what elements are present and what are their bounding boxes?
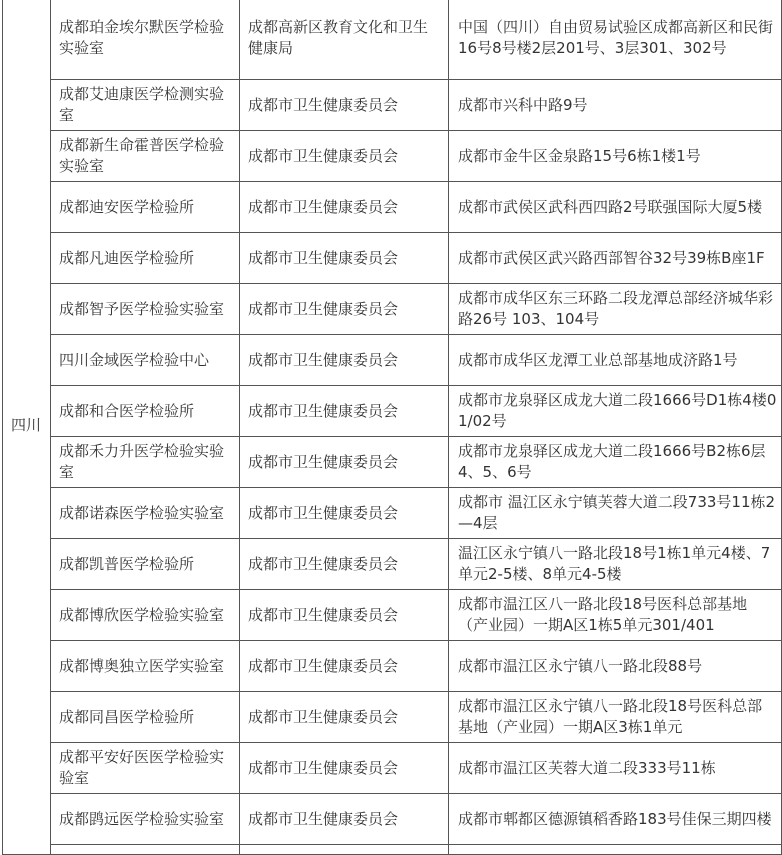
- table-row: [3, 80, 782, 131]
- table-row: [3, 335, 782, 386]
- lab-name-cell: 成都珀金埃尔默医学检验实验室: [51, 0, 240, 80]
- lab-name-cell: 成都智予医学检验实验室: [51, 284, 240, 335]
- authority-cell: 成都市卫生健康委员会: [240, 641, 449, 692]
- lab-name-cell: 成都凯普医学检验所: [51, 539, 240, 590]
- table-row: [3, 284, 782, 335]
- address-cell: [449, 845, 782, 855]
- table-row: [3, 539, 782, 590]
- address-cell: 成都市成华区东三环路二段龙潭总部经济城华彩路26号 103、104号: [449, 284, 782, 335]
- authority-cell: 成都市卫生健康委员会: [240, 743, 449, 794]
- address-cell: 成都市龙泉驿区成龙大道二段1666号B2栋6层4、5、6号: [449, 437, 782, 488]
- table-row: [3, 131, 782, 182]
- lab-name-cell: 成都博欣医学检验实验室: [51, 590, 240, 641]
- address-cell: 成都市温江区芙蓉大道二段333号11栋: [449, 743, 782, 794]
- authority-cell: 成都市卫生健康委员会: [240, 437, 449, 488]
- lab-name-cell: 成都鹍远医学检验实验室: [51, 794, 240, 845]
- address-cell: 中国（四川）自由贸易试验区成都高新区和民街16号8号楼2层201号、3层301、302号: [449, 0, 782, 80]
- authority-cell: 成都市卫生健康委员会: [240, 131, 449, 182]
- address-cell: 成都市龙泉驿区成龙大道二段1666号D1栋4楼01/02号: [449, 386, 782, 437]
- address-cell: 成都市郫都区德源镇稻香路183号佳保三期四楼: [449, 794, 782, 845]
- authority-cell: 成都市卫生健康委员会: [240, 233, 449, 284]
- lab-name-cell: 成都禾力升医学检验实验室: [51, 437, 240, 488]
- table-row: [3, 743, 782, 794]
- lab-name-cell: 成都诺森医学检验实验室: [51, 488, 240, 539]
- authority-cell: [240, 845, 449, 855]
- table-row: [3, 0, 782, 80]
- table-row: [3, 386, 782, 437]
- lab-table: [2, 0, 782, 855]
- lab-name-cell: 成都凡迪医学检验所: [51, 233, 240, 284]
- authority-cell: 成都市卫生健康委员会: [240, 794, 449, 845]
- lab-name-cell: 成都艾迪康医学检测实验室: [51, 80, 240, 131]
- address-cell: 成都市兴科中路9号: [449, 80, 782, 131]
- table-row: [3, 233, 782, 284]
- lab-name-cell: 成都迪安医学检验所: [51, 182, 240, 233]
- address-cell: 温江区永宁镇八一路北段18号1栋1单元4楼、7单元2-5楼、8单元4-5楼: [449, 539, 782, 590]
- address-cell: 成都市成华区龙潭工业总部基地成济路1号: [449, 335, 782, 386]
- table-row: [3, 437, 782, 488]
- address-cell: 成都市金牛区金泉路15号6栋1楼1号: [449, 131, 782, 182]
- lab-name-cell: 成都同昌医学检验所: [51, 692, 240, 743]
- table-row: [3, 641, 782, 692]
- authority-cell: 成都市卫生健康委员会: [240, 80, 449, 131]
- authority-cell: 成都市卫生健康委员会: [240, 284, 449, 335]
- address-cell: 成都市武侯区武科西四路2号联强国际大厦5楼: [449, 182, 782, 233]
- authority-cell: 成都市卫生健康委员会: [240, 386, 449, 437]
- address-cell: 成都市温江区永宁镇八一路北段18号医科总部基地（产业园）一期A区3栋1单元: [449, 692, 782, 743]
- lab-name-cell: 成都博奥独立医学实验室: [51, 641, 240, 692]
- lab-name-cell: [51, 845, 240, 855]
- table-row: [3, 488, 782, 539]
- table-row: [3, 794, 782, 845]
- lab-name-cell: 成都新生命霍普医学检验实验室: [51, 131, 240, 182]
- authority-cell: 成都高新区教育文化和卫生健康局: [240, 0, 449, 80]
- authority-cell: 成都市卫生健康委员会: [240, 182, 449, 233]
- authority-cell: 成都市卫生健康委员会: [240, 488, 449, 539]
- authority-cell: 成都市卫生健康委员会: [240, 539, 449, 590]
- table-row: [3, 182, 782, 233]
- address-cell: 成都市温江区八一路北段18号医科总部基地（产业园）一期A区1栋5单元301/401: [449, 590, 782, 641]
- address-cell: 成都市武侯区武兴路西部智谷32号39栋B座1F: [449, 233, 782, 284]
- authority-cell: 成都市卫生健康委员会: [240, 335, 449, 386]
- lab-name-cell: 成都和合医学检验所: [51, 386, 240, 437]
- address-cell: 成都市温江区永宁镇八一路北段88号: [449, 641, 782, 692]
- address-cell: 成都市 温江区永宁镇芙蓉大道二段733号11栋2—4层: [449, 488, 782, 539]
- table-row: [3, 845, 782, 855]
- table-row: [3, 692, 782, 743]
- province-cell: 四川: [3, 0, 51, 855]
- lab-name-cell: 四川金域医学检验中心: [51, 335, 240, 386]
- authority-cell: 成都市卫生健康委员会: [240, 692, 449, 743]
- lab-name-cell: 成都平安好医医学检验实验室: [51, 743, 240, 794]
- authority-cell: 成都市卫生健康委员会: [240, 590, 449, 641]
- table-row: [3, 590, 782, 641]
